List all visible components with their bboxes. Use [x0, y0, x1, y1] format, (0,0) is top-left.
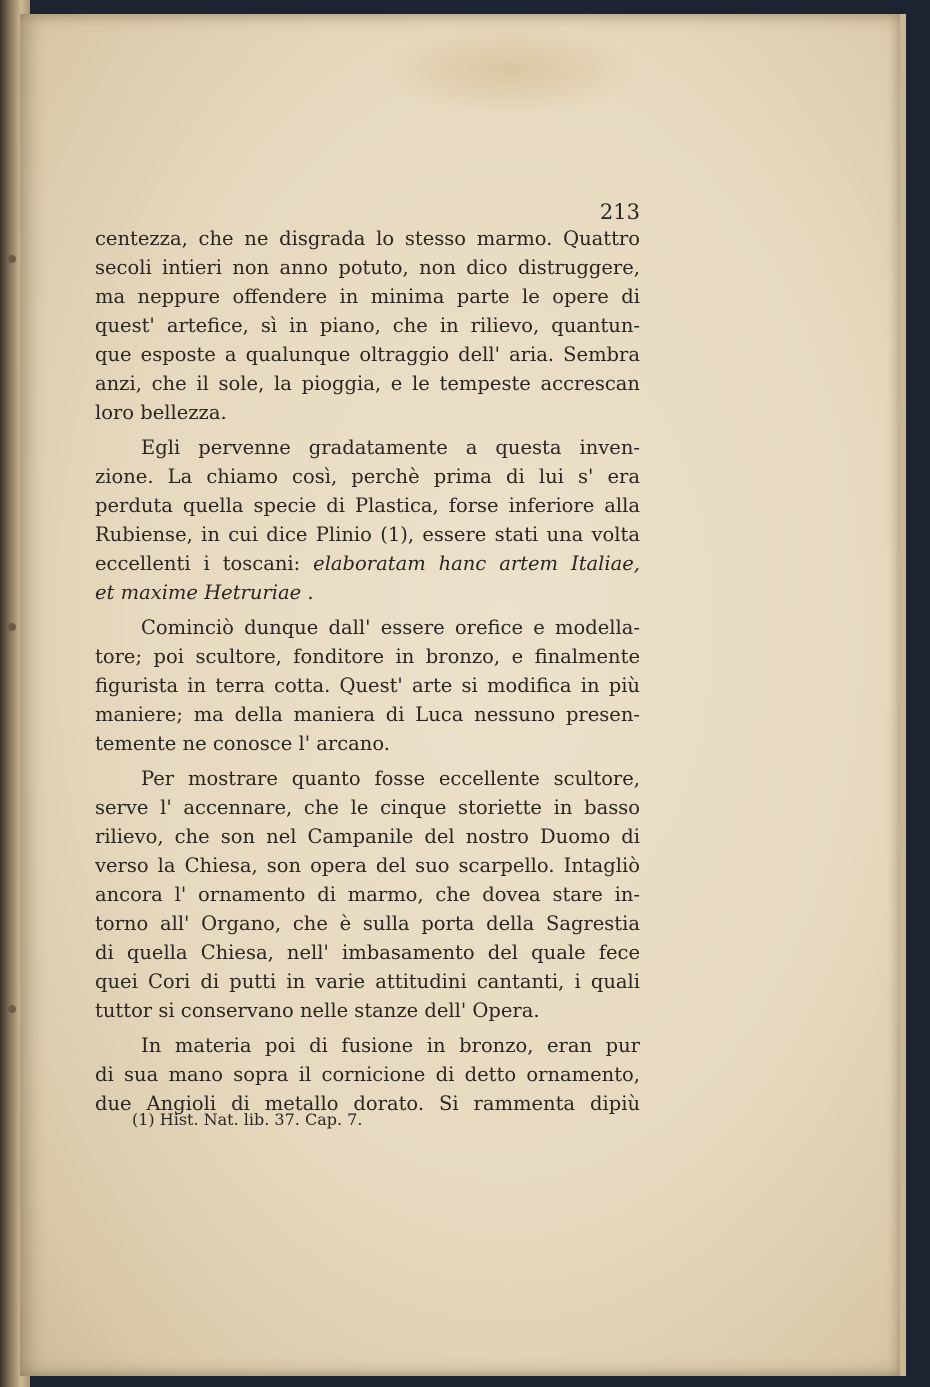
latin-suffix: . — [307, 581, 314, 604]
text-block-b — [95, 607, 640, 1118]
latin-quote-italic: elaboratam hanc artem Italiae, — [313, 552, 640, 575]
text-line: verso la Chiesa, son opera del suo scarpello. Intagliò — [95, 854, 640, 877]
text-line: secoli intieri non anno potuto, non dico distruggere, — [95, 256, 640, 279]
footnote: (1) Hist. Nat. lib. 37. Cap. 7. — [132, 1110, 363, 1129]
text-line: Cominciò dunque dall' essere orefice e modella- — [141, 616, 640, 639]
text-block-a — [95, 224, 640, 549]
text-line: zione. La chiamo così, perchè prima di lui s' era — [95, 465, 640, 488]
text-line: di sua mano sopra il cornicione di detto ornamento, — [95, 1063, 640, 1086]
binding-hole — [8, 255, 16, 263]
text-line: tore; poi scultore, fonditore in bronzo, e finalmente — [95, 645, 640, 668]
text-line: figurista in terra cotta. Quest' arte si modifica in più — [95, 674, 640, 697]
text-line: serve l' accennare, che le cinque storiette in basso — [95, 796, 640, 819]
text-line: Egli pervenne gradatamente a questa inven- — [141, 436, 640, 459]
text-line: due Angioli di metallo dorato. Si rammenta dipiù — [95, 1092, 640, 1115]
text-line: ancora l' ornamento di marmo, che dovea stare in- — [95, 883, 640, 906]
text-line: di quella Chiesa, nell' imbasamento del quale fece — [95, 941, 640, 964]
text-line: quei Cori di putti in varie attitudini cantanti, i quali — [95, 970, 640, 993]
text-line: Rubiense, in cui dice Plinio (1), essere stati una volta — [95, 523, 640, 546]
latin-quote-line-1 — [95, 549, 640, 578]
page-number: 213 — [599, 200, 640, 224]
latin-quote-line-2 — [95, 578, 640, 607]
text-line: perduta quella specie di Plastica, forse inferiore alla — [95, 494, 640, 517]
text-line: temente ne conosce l' arcano. — [95, 732, 390, 755]
text-line: ma neppure offendere in minima parte le opere di — [95, 285, 640, 308]
latin-quote-italic: et maxime Hetruriae — [95, 581, 302, 604]
text-line: tuttor si conservano nelle stanze dell' Opera. — [95, 999, 540, 1022]
text-line: rilievo, che son nel Campanile del nostro Duomo di — [95, 825, 640, 848]
text-line: quest' artefice, sì in piano, che in rilievo, quantun- — [95, 314, 640, 337]
text-line: Per mostrare quanto fosse eccellente scultore, — [141, 767, 640, 790]
text-line: anzi, che il sole, la pioggia, e le tempeste accrescan — [95, 372, 640, 395]
binding-hole — [8, 623, 16, 631]
text-line: torno all' Organo, che è sulla porta della Sagrestia — [95, 912, 640, 935]
binding-hole — [8, 1005, 16, 1013]
text-line: centezza, che ne disgrada lo stesso marmo. Quattro — [95, 227, 640, 250]
text-line: In materia poi di fusione in bronzo, eran pur — [141, 1034, 640, 1057]
text-line: loro bellezza. — [95, 401, 227, 424]
page-body — [95, 200, 640, 1118]
water-stain — [380, 24, 640, 114]
latin-prefix: eccellenti i toscani: — [95, 552, 301, 575]
text-line: maniere; ma della maniera di Luca nessuno presen- — [95, 703, 640, 726]
text-line: que esposte a qualunque oltraggio dell' aria. Sembra — [95, 343, 640, 366]
